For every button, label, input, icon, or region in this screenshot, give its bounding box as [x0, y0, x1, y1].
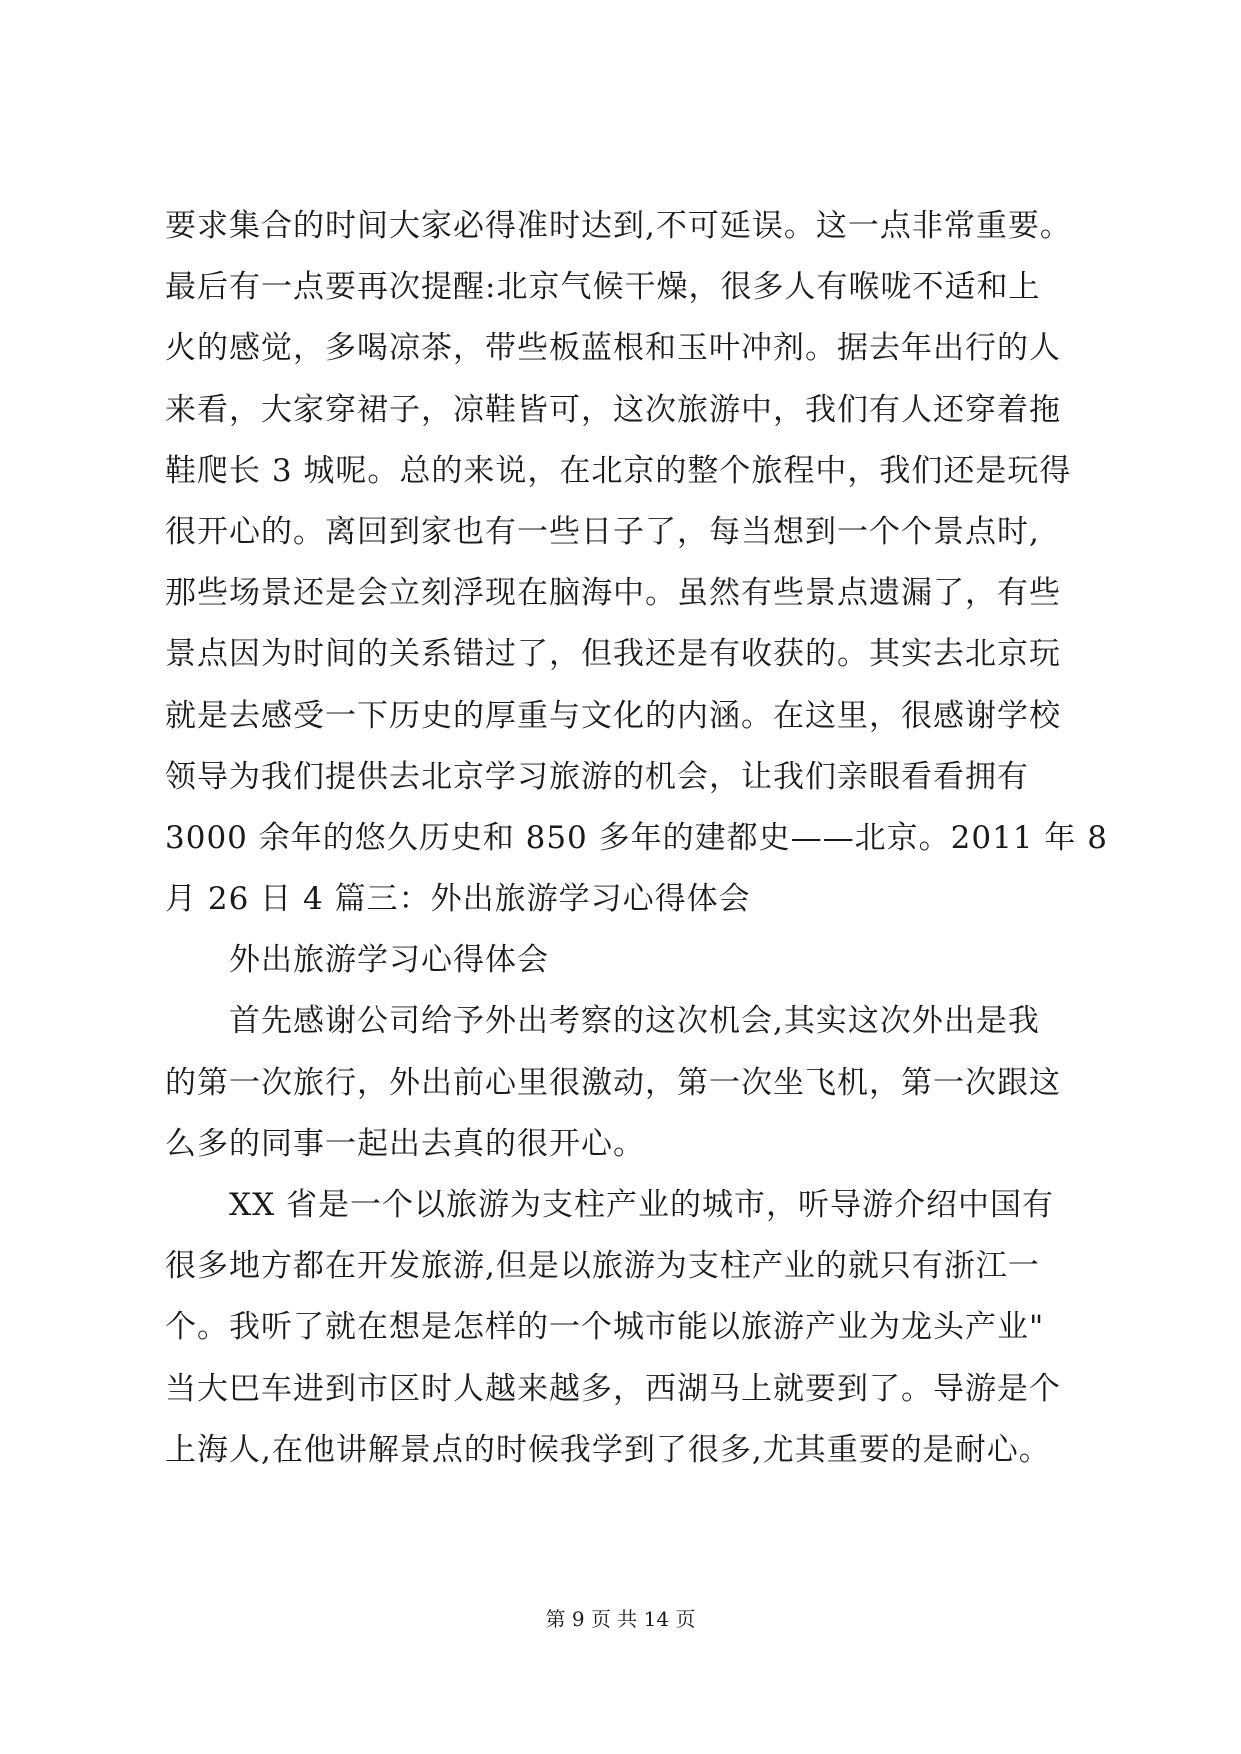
- text-line: 3000 余年的悠久历史和 850 多年的建都史——北京。2011 年 8: [165, 819, 1108, 856]
- text-line: 火的感觉，多喝凉茶，带些板蓝根和玉叶冲剂。据去年出行的人: [165, 330, 1061, 367]
- text-line: 么多的同事一起出去真的很开心。: [165, 1125, 645, 1162]
- text-line: 要求集合的时间大家必得准时达到,不可延误。这一点非常重要。: [165, 208, 1072, 244]
- paragraph-start-line: XX 省是一个以旅游为支柱产业的城市，听导游介绍中国有: [229, 1187, 1054, 1223]
- text-line: 鞋爬长 3 城呢。总的来说，在北京的整个旅程中，我们还是玩得: [165, 452, 1072, 489]
- text-line: 来看，大家穿裙子，凉鞋皆可，这次旅游中，我们有人还穿着拖: [165, 391, 1061, 428]
- page-number-footer: 第 9 页 共 14 页: [545, 1607, 696, 1631]
- text-line: 就是去感受一下历史的厚重与文化的内涵。在这里，很感谢学校: [165, 697, 1061, 734]
- text-line: 上海人,在他讲解景点的时候我学到了很多,尤其重要的是耐心。: [165, 1431, 1051, 1468]
- text-line: 的第一次旅行，外出前心里很激动，第一次坐飞机，第一次跟这: [165, 1064, 1061, 1101]
- text-line: 月 26 日 4 篇三：外出旅游学习心得体会: [165, 881, 751, 918]
- text-line: 很多地方都在开发旅游,但是以旅游为支柱产业的就只有浙江一: [165, 1248, 1040, 1285]
- text-line: 领导为我们提供去北京学习旅游的机会，让我们亲眼看看拥有: [165, 758, 1029, 795]
- text-line: 那些场景还是会立刻浮现在脑海中。虽然有些景点遗漏了，有些: [165, 575, 1061, 612]
- document-body: [165, 196, 1108, 1481]
- paragraph-start-line: 首先感谢公司给予外出考察的这次机会,其实这次外出是我: [229, 1003, 1040, 1040]
- text-line: 很开心的。离回到家也有一些日子了，每当想到一个个景点时,: [165, 513, 1040, 550]
- text-line: 个。我听了就在想是怎样的一个城市能以旅游产业为龙头产业": [165, 1309, 1045, 1346]
- text-line: 当大巴车进到市区时人越来越多，西湖马上就要到了。导游是个: [165, 1370, 1061, 1407]
- text-line: 最后有一点要再次提醒:北京气候干燥，很多人有喉咙不适和上: [165, 269, 1041, 306]
- text-line: 景点因为时间的关系错过了，但我还是有收获的。其实去北京玩: [165, 636, 1061, 673]
- section-heading: 外出旅游学习心得体会: [229, 942, 549, 979]
